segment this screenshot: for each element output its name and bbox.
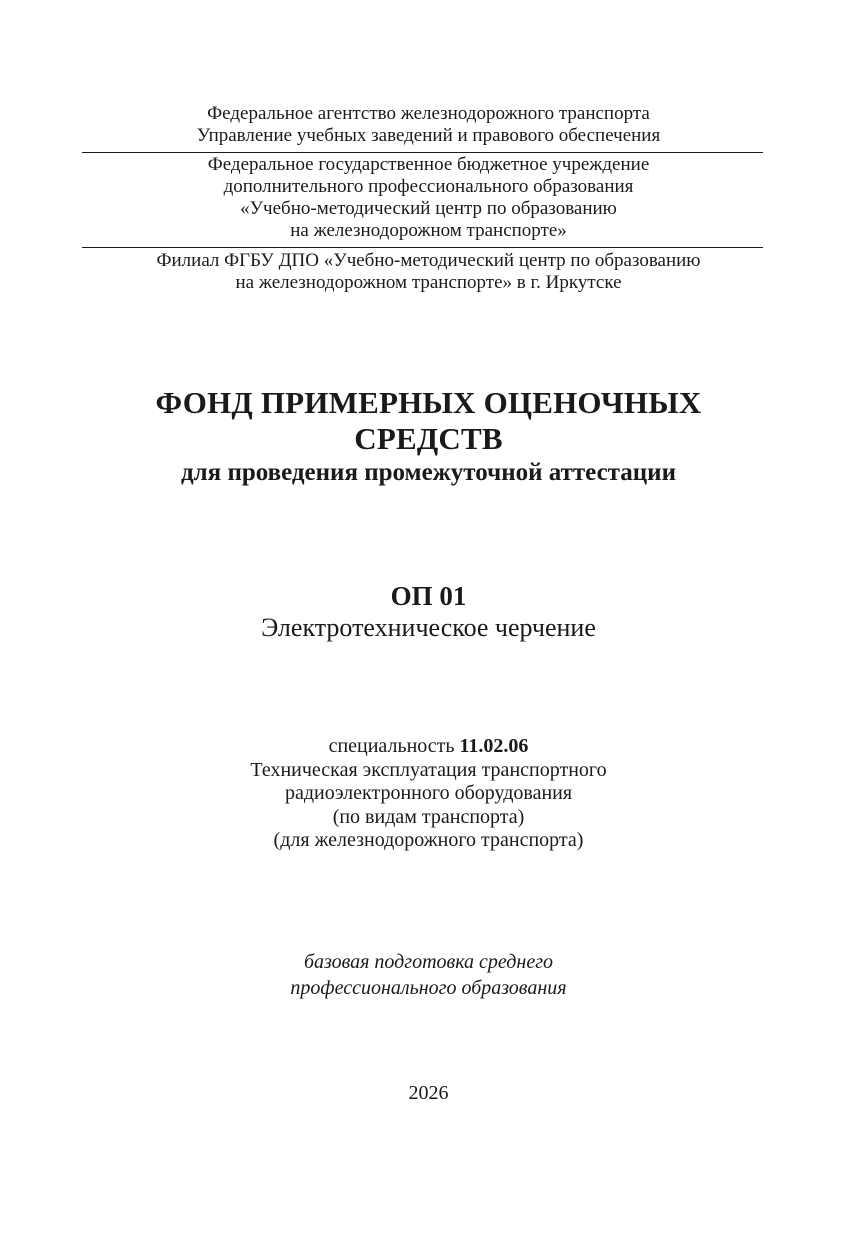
education-level-block — [0, 949, 857, 1001]
specialty-line: радиоэлектронного оборудования — [284, 782, 573, 804]
specialty-line: (по видам транспорта) — [332, 805, 525, 828]
title-line: СРЕДСТВ — [354, 421, 503, 456]
specialty-prefix: специальность — [328, 735, 455, 757]
branch-block — [0, 250, 857, 294]
specialty-line: Техническая эксплуатация транспортного — [250, 758, 607, 781]
agency-line: Федеральное агентство железнодорожного транспорта — [207, 103, 650, 124]
education-level-line: базовая подготовка среднего — [303, 951, 554, 973]
specialty-heading — [0, 735, 857, 759]
document-title — [0, 385, 857, 489]
institution-line: дополнительного профессионального образования — [223, 176, 634, 197]
title-line: ФОНД ПРИМЕРНЫХ ОЦЕНОЧНЫХ — [155, 385, 702, 420]
header-divider-top — [82, 152, 763, 153]
institution-line: на железнодорожном транспорте» — [290, 220, 567, 241]
publication-year: 2026 — [408, 1082, 449, 1104]
institution-line: «Учебно-методический центр по образованию — [240, 198, 617, 219]
department-line: Управление учебных заведений и правового обеспечения — [196, 125, 661, 146]
education-level-line: профессионального образования — [290, 977, 567, 999]
specialty-code: 11.02.06 — [459, 735, 529, 757]
discipline-block — [0, 580, 857, 644]
branch-line: на железнодорожном транспорте» в г. Иркутске — [235, 272, 622, 293]
agency-block — [0, 103, 857, 147]
discipline-code: ОП 01 — [390, 581, 467, 611]
header-divider-bottom — [82, 247, 763, 248]
discipline-name: Электротехническое черчение — [261, 613, 596, 642]
institution-block — [0, 154, 857, 242]
title-subtitle: для проведения промежуточной аттестации — [181, 459, 676, 486]
institution-line: Федеральное государственное бюджетное учреждение — [207, 154, 650, 175]
specialty-block — [0, 735, 857, 853]
specialty-line: (для железнодорожного транспорта) — [273, 829, 584, 851]
branch-line: Филиал ФГБУ ДПО «Учебно-методический центр по образованию — [156, 250, 701, 271]
